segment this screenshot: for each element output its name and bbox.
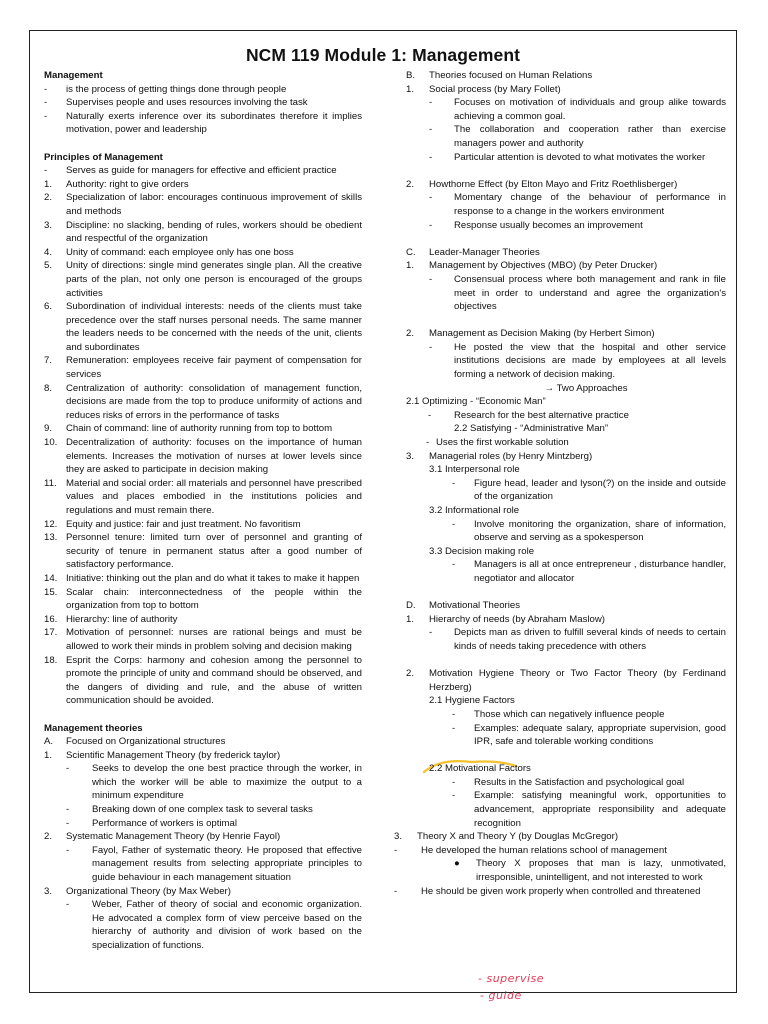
theories-heading: Management theories bbox=[44, 722, 143, 734]
theory-c1-item: - Consensual process where both management and rank in file meet in order to understand and agree the organization's objectives bbox=[429, 273, 726, 313]
theory-b2-item: - Momentary change of the behaviour of performance in response to a change in the workers environment bbox=[429, 192, 726, 217]
theory-c1-list bbox=[406, 273, 726, 314]
theory-d2-heading: 2. Motivation Hygiene Theory or Two Factor Theory (by Ferdinand Herzberg) bbox=[406, 668, 726, 693]
theory-d1-list bbox=[406, 626, 726, 653]
c31-item: - Figure head, leader and lyson(?) on the inside and outside of the organization bbox=[452, 477, 726, 503]
principle-item: 9. Chain of command: line of authority running from top to bottom bbox=[44, 423, 333, 435]
principles-list bbox=[44, 178, 362, 708]
theory-a1-item: - Breaking down of one complex task to several tasks bbox=[66, 804, 313, 816]
theory-d3-heading: 3. Theory X and Theory Y (by Douglas McGregor) bbox=[394, 831, 619, 843]
principle-item: 2. Specialization of labor: encourages continuous improvement of skills and methods bbox=[44, 192, 362, 217]
principle-item: 3. Discipline: no slacking, bending of rules, workers should be obedient and respectful of the organization bbox=[44, 219, 362, 245]
c33-item: - Managers is all at once entrepreneur , disturbance handler, negotiator and allocator bbox=[452, 559, 726, 584]
d22-list bbox=[406, 776, 726, 830]
principle-item: 16. Hierarchy: line of authority bbox=[44, 613, 178, 625]
principle-item: 17. Motivation of personnel: nurses are rational beings and must be allowed to work their minds in problem solving and decision making bbox=[44, 627, 362, 652]
document-page bbox=[29, 30, 737, 993]
d22-heading-wrap bbox=[406, 762, 726, 776]
d21-list bbox=[406, 708, 726, 749]
d21-item: - Those which can negatively influence people bbox=[452, 708, 665, 720]
theory-a3-list bbox=[44, 898, 362, 952]
management-heading: Management bbox=[44, 70, 103, 81]
theory-c3-heading: 3. Managerial roles (by Henry Mintzberg) bbox=[406, 450, 593, 462]
theory-b1-list bbox=[406, 96, 726, 164]
theory-c2-heading: 2. Management as Decision Making (by Herbert Simon) bbox=[406, 328, 655, 340]
principle-item: 6. Subordination of individual interests: needs of the clients must take precedence over the staff nurses personal needs. The same manner the leaders needs to be concerned with the needs of the unit, clients and subordinates bbox=[44, 301, 362, 353]
theory-b1-heading: 1. Social process (by Mary Follet) bbox=[406, 83, 561, 95]
management-item: - Supervises people and uses resources involving the task bbox=[44, 97, 308, 109]
section-a-heading: A. Focused on Organizational structures bbox=[44, 736, 226, 748]
theory-a3-item: - Weber, Father of theory of social and economic organization. He advocated a complex form of view perceive based on the hierarchy of authority and division of work based on the specialization of functions. bbox=[66, 899, 362, 951]
theory-d1-item: - Depicts man as driven to fulfill several kinds of needs to certain kinds of needs taking precedence with others bbox=[429, 627, 726, 652]
d21-item: - Examples: adequate salary, appropriate supervision, good IPR, safe and tolerable working conditions bbox=[452, 722, 726, 748]
theory-d1-heading: 1. Hierarchy of needs (by Abraham Maslow) bbox=[406, 613, 605, 625]
principle-item: 13. Personnel tenure: limited turn over of personnel and granting of security of tenure in permanent status after a good number of satisfactory performance. bbox=[44, 532, 362, 571]
d3-sub-item: ● Theory X proposes that man is lazy, unmotivated, irresponsible, unintelligent, and not interested to work bbox=[454, 858, 726, 884]
theory-b1-item: - The collaboration and cooperation rather than exercise managers power and authority bbox=[429, 124, 726, 149]
d3-item: - He developed the human relations school of management bbox=[394, 844, 667, 856]
theory-b2-item: - Response usually becomes an improvement bbox=[429, 219, 643, 231]
principle-item: 18. Esprit the Corps: harmony and cohesion among the personnel to promote the principle of unity and command should be observed, and the dangers of dividing and rule, and the abuse of written communication should be avoided. bbox=[44, 654, 362, 707]
principle-item: 11. Material and social order: all materials and personnel have prescribed values and places embodied in the institutions policies and regulations and must remain there. bbox=[44, 477, 362, 516]
c32-item: - Involve monitoring the organization, share of information, observe and serving as a spokesperson bbox=[452, 518, 726, 544]
page-title: NCM 119 Module 1: Management bbox=[245, 45, 521, 65]
principle-item: 8. Centralization of authority: consolidation of management function, decisions are made from the top to produce uniformity of actions and reduces risks of errors in the performance of tasks bbox=[44, 382, 362, 421]
d22-item: - Example: satisfying meaningful work, opportunities to advancement, appropriate responsibility and adequate recognition bbox=[452, 790, 726, 829]
theory-a1-item: - Seeks to develop the one best practice through the worker, in which the worker will be able to maximize the output to a minimum expenditure bbox=[66, 763, 362, 802]
c21-heading: 2.1 Optimizing - “Economic Man” bbox=[406, 396, 546, 408]
c22-heading: 2.2 Satisfying - “Administrative Man” bbox=[454, 423, 609, 435]
management-item: - is the process of getting things done through people bbox=[44, 83, 287, 95]
c22-item: - Uses the first workable solution bbox=[426, 437, 569, 449]
d22-item: - Results in the Satisfaction and psychological goal bbox=[452, 776, 685, 788]
theory-c1-heading: 1. Management by Objectives (MBO) (by Peter Drucker) bbox=[406, 260, 658, 272]
theory-c2-item: - He posted the view that the hospital and other service institutions decisions are made by employees at all levels forming a network of decision making. bbox=[429, 341, 726, 381]
theory-a3-heading: 3. Organizational Theory (by Max Weber) bbox=[44, 885, 231, 897]
section-c-heading: C. Leader-Manager Theories bbox=[406, 246, 540, 258]
theory-b1-item: - Focuses on motivation of individuals and group alike towards achieving a common goal. bbox=[429, 97, 726, 122]
principle-item: 1. Authority: right to give orders bbox=[44, 178, 189, 190]
principle-item: 12. Equity and justice: fair and just treatment. No favoritism bbox=[44, 518, 301, 530]
theory-b2-heading: 2. Howthorne Effect (by Elton Mayo and Fritz Roethlisberger) bbox=[406, 178, 678, 190]
handwritten-note-supervise: - supervise bbox=[478, 972, 545, 985]
theory-c2-list bbox=[406, 341, 726, 382]
theory-a1-list bbox=[44, 762, 362, 830]
theory-b2-list bbox=[406, 191, 726, 232]
c33-heading: 3.3 Decision making role bbox=[429, 545, 535, 557]
principle-item: 4. Unity of command: each employee only has one boss bbox=[44, 246, 294, 258]
theory-a2-list bbox=[44, 844, 362, 885]
section-b-heading: B. Theories focused on Human Relations bbox=[406, 70, 593, 81]
principle-item: 15. Scalar chain: interconnectedness of the people within the organization from top to bottom bbox=[44, 586, 362, 612]
c21-item: - Research for the best alternative practice bbox=[428, 409, 629, 421]
section-d-heading: D. Motivational Theories bbox=[406, 600, 521, 612]
handwritten-note-guide: - guide bbox=[480, 989, 522, 1002]
d3-last-item: - He should be given work properly when controlled and threatened bbox=[394, 885, 701, 897]
theory-a1-heading: 1. Scientific Management Theory (by frederick taylor) bbox=[44, 749, 281, 761]
principle-item: 5. Unity of directions: single mind generates single plan. All the creative parts of the plan, not only one person is encouraged of the groups activities bbox=[44, 260, 362, 299]
theory-a2-item: - Fayol, Father of systematic theory. He proposed that effective management results from selecting appropriate principles to guide behaviour in each management situation bbox=[66, 844, 362, 884]
principle-item: 10. Decentralization of authority: focuses on the importance of human elements. Increases the motivation of nurses at lower levels since they are asked to participate in decision making bbox=[44, 437, 362, 476]
left-column bbox=[44, 69, 362, 953]
theory-a2-heading: 2. Systematic Management Theory (by Henrie Fayol) bbox=[44, 831, 281, 843]
principle-item: 14. Initiative: thinking out the plan and do what it takes to make it happen bbox=[44, 572, 360, 584]
management-item: - Naturally exerts inference over its subordinates therefore it implies motivation, power and leadership bbox=[44, 110, 362, 136]
principles-intro: - Serves as guide for managers for effective and efficient practice bbox=[44, 165, 337, 177]
principle-item: 7. Remuneration: employees receive fair payment of compensation for services bbox=[44, 355, 362, 381]
management-list bbox=[44, 83, 362, 137]
theory-b1-item: - Particular attention is devoted to what motivates the worker bbox=[429, 151, 706, 163]
c31-heading: 3.1 Interpersonal role bbox=[429, 464, 520, 476]
two-approaches-label: → Two Approaches bbox=[544, 382, 628, 394]
c32-heading: 3.2 Informational role bbox=[429, 505, 520, 516]
principles-heading: Principles of Management bbox=[44, 151, 163, 163]
d21-heading: 2.1 Hygiene Factors bbox=[429, 695, 515, 707]
theory-a1-item: - Performance of workers is optimal bbox=[66, 817, 238, 829]
d22-heading: 2.2 Motivational Factors bbox=[429, 763, 531, 775]
right-column bbox=[394, 69, 726, 898]
